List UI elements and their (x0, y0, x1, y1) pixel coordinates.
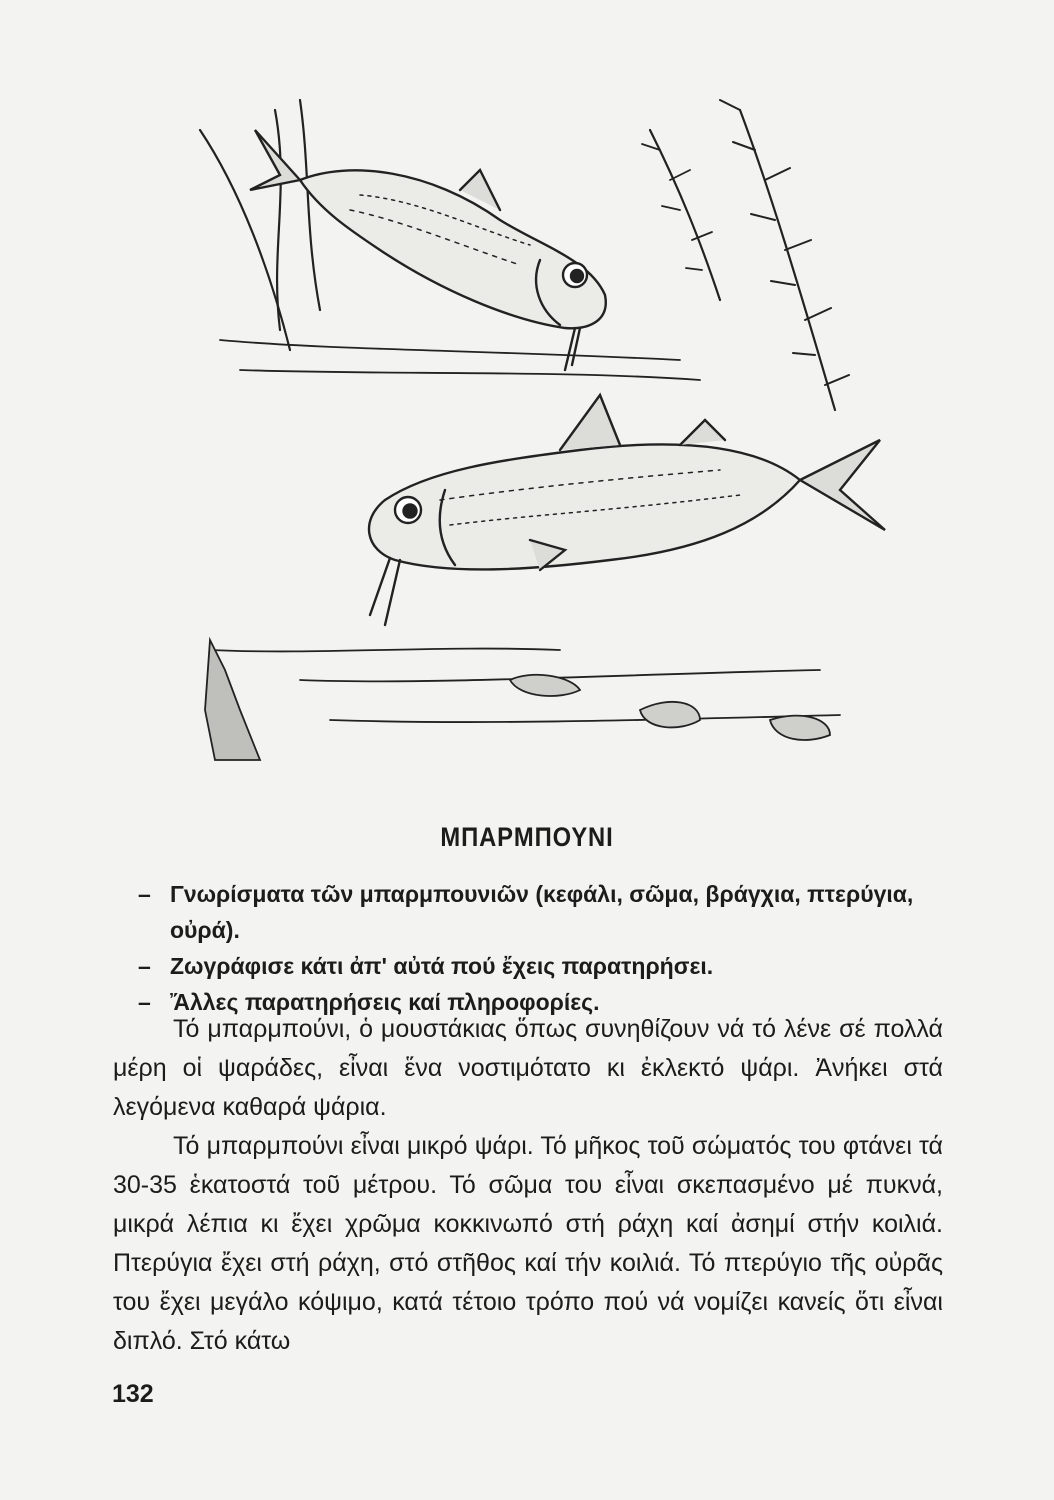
bullet-dash: – (138, 989, 151, 1015)
fish-illustration (180, 70, 900, 790)
page-number: 132 (112, 1380, 154, 1408)
paragraph: Τό μπαρμπούνι εἶναι μικρό ψάρι. Τό μῆκος τοῦ σώματός του φτάνει τά 30-35 ἑκατοστά τοῦ μέτρου. Τό σῶμα του εἶναι σκεπασμένο μέ πυκνά, μικρά λέπια κι ἔχει χρῶμα κοκκινωπό στή ράχη καί ἀσημί στήν κοιλιά. Πτερύγια ἔχει στή ράχη, στό στῆθος καί τήν κοιλιά. Τό πτερύγιο τῆς οὐρᾶς του ἔχει μεγάλο κόψιμο, κατά τέτοιο τρόπο πού νά νομίζει κανείς ὅτι εἶναι διπλό. Στό κάτω (113, 1132, 943, 1355)
page-title: ΜΠΑΡΜΠΟΥΝΙ (440, 822, 614, 852)
upper-fish (250, 130, 606, 370)
bullet-dash: – (138, 953, 151, 979)
list-item (138, 948, 958, 984)
bullet-text: Γνωρίσματα τῶν μπαρμπουνιῶν (κεφάλι, σῶμα, βράγχια, πτερύγια, οὐρά). (170, 881, 914, 943)
body-text (113, 1010, 943, 1361)
bullet-text: Ἄλλες παρατηρήσεις καί πληροφορίες. (170, 989, 600, 1015)
bullet-list (138, 876, 958, 1020)
seaweed-right (740, 110, 835, 410)
bullet-text: Ζωγράφισε κάτι ἀπ' αὐτά πού ἔχεις παρατηρήσει. (170, 953, 714, 979)
lower-fish (369, 395, 885, 625)
paragraph: Τό μπαρμπούνι, ὁ μουστάκιας ὅπως συνηθίζουν νά τό λένε σέ πολλά μέρη οἱ ψαράδες, εἶναι ἕνα νοστιμότατο κι ἐκλεκτό ψάρι. Ἀνήκει στά λεγόμενα καθαρά ψάρια. (113, 1015, 943, 1121)
red-mullet-drawing (180, 70, 900, 790)
list-item (138, 876, 958, 948)
bullet-dash: – (138, 881, 151, 907)
